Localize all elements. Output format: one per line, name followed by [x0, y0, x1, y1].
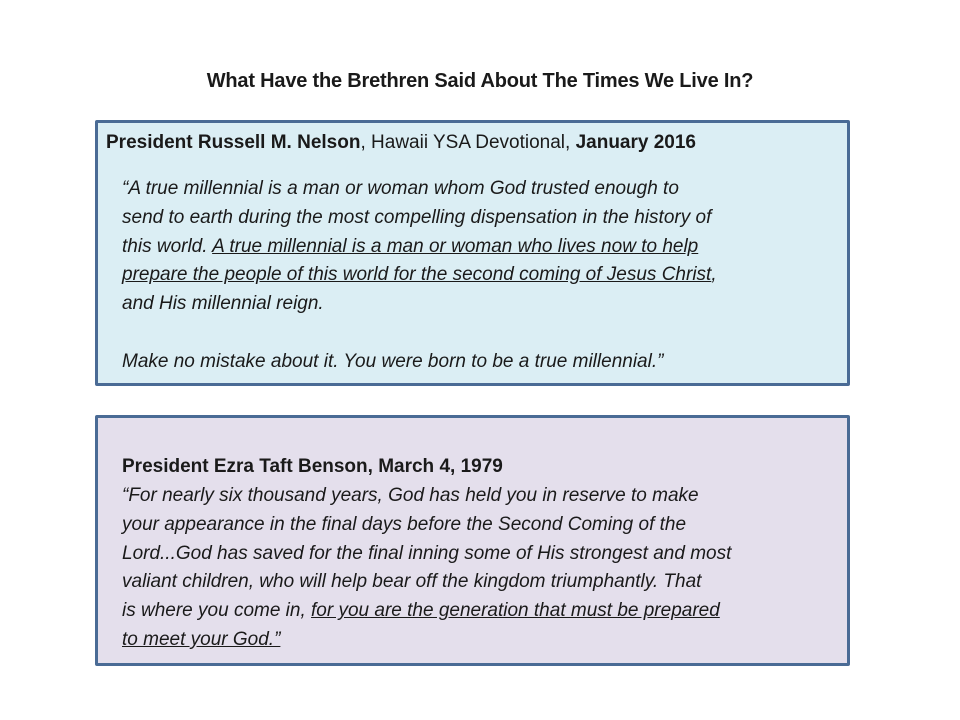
benson-quote-text [122, 482, 832, 655]
nelson-quote-line [122, 233, 822, 262]
paragraph-gap [122, 319, 822, 348]
nelson-quote-box [95, 120, 850, 386]
benson-quote-heading: President Ezra Taft Benson, March 4, 1979 [122, 456, 503, 477]
benson-quote-line: “For nearly six thousand years, God has held you in reserve to make [122, 485, 699, 506]
benson-quote-line [122, 597, 832, 626]
benson-quote-line: your appearance in the final days before the Second Coming of the [122, 513, 687, 535]
slide-title: What Have the Brethren Said About The Times We Live In? [206, 70, 754, 92]
nelson-speaker: President Russell M. Nelson [106, 132, 361, 153]
benson-quote-fragment: is where you come in, [122, 600, 312, 622]
nelson-quote-fragment: , [711, 264, 717, 286]
nelson-quote-line: and His millennial reign. [122, 293, 324, 315]
nelson-quote-heading [106, 129, 696, 158]
nelson-quote-text [122, 175, 822, 377]
benson-underlined-emphasis: for you are the generation that must be prepared [311, 600, 720, 622]
benson-underlined-emphasis: to meet your God.” [122, 628, 281, 650]
benson-quote-line [122, 626, 832, 655]
nelson-quote-line: “A true millennial is a man or woman whom God trusted enough to [122, 178, 679, 199]
nelson-quote-fragment: this world. [122, 235, 213, 257]
nelson-date: January 2016 [575, 132, 696, 153]
nelson-underlined-emphasis: prepare the people of this world for the second coming of Jesus Christ [122, 264, 712, 286]
benson-quote-box [95, 415, 850, 666]
nelson-event: , Hawaii YSA Devotional, [360, 132, 576, 153]
benson-quote-line: valiant children, who will help bear off the kingdom triumphantly. That [122, 571, 702, 593]
nelson-quote-line [122, 261, 822, 290]
nelson-underlined-emphasis: A true millennial is a man or woman who lives now to help [212, 235, 699, 257]
benson-quote-line: Lord...God has saved for the final inning some of His strongest and most [122, 542, 732, 564]
nelson-quote-line: send to earth during the most compelling dispensation in the history of [122, 206, 712, 228]
nelson-quote-line: Make no mistake about it. You were born to be a true millennial.” [122, 350, 664, 372]
